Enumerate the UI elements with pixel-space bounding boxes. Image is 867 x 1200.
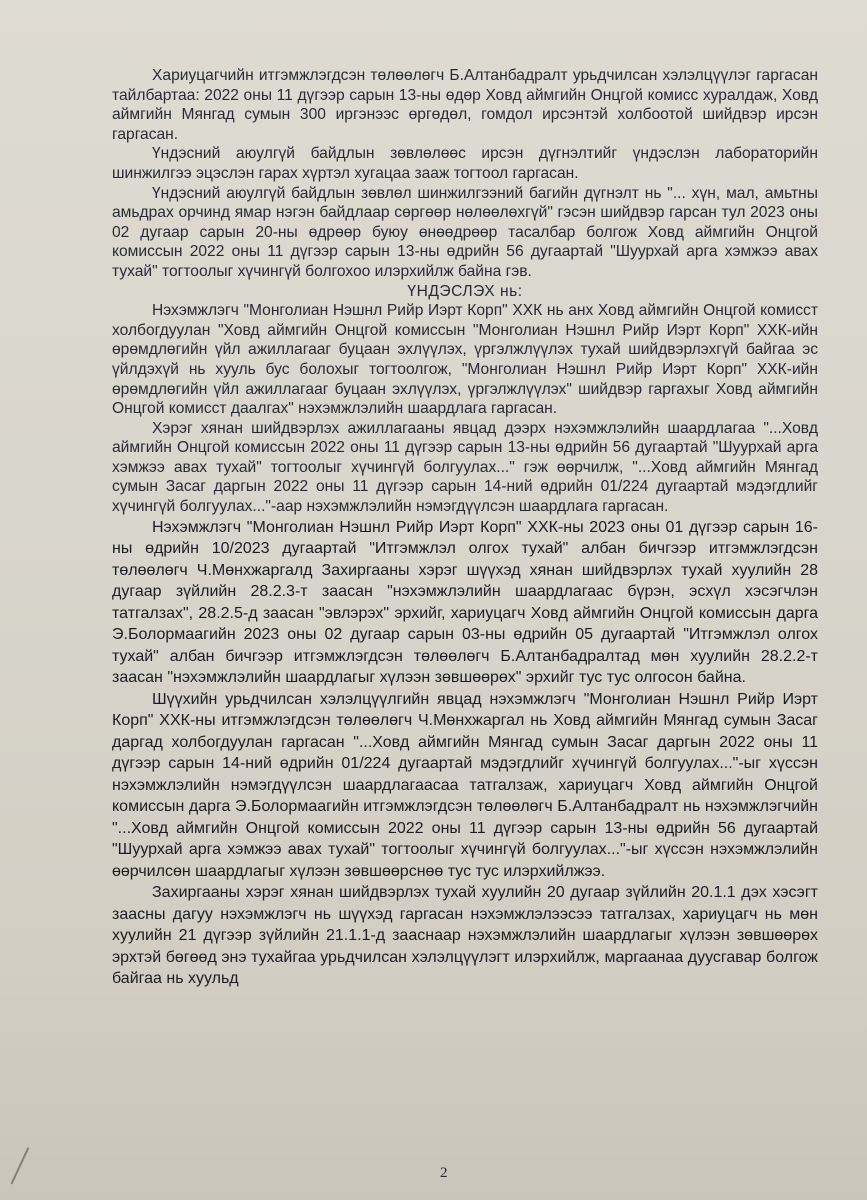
paragraph-legal-basis: Захиргааны хэрэг хянан шийдвэрлэх тухай хуулийн 20 дугаар зүйлийн 20.1.1 дэх хэсэгт заасны дагуу нэхэмжлэгч нь шүүхэд гаргасан нэхэмжлэлээсээ татгалзах, хариуцагч нь мөн хуулийн 21 дүгээр зүйлийн 21.1.1-д зааснаар нэхэмжлэлийн шаардлагыг хүлээн зөвшөөрөх эрхтэй бөгөөд энэ тухайгаа урьдчилсан хэлэлцүүлэгт илэрхийлж, маргаанаа дуусгавар болгож байгаа нь хуульд (112, 884, 818, 988)
pen-mark (11, 1147, 48, 1193)
paragraph-respondent-explanation: Хариуцагчийн итгэмжлэгдсэн төлөөлөгч Б.Алтанбадралт урьдчилсан хэлэлцүүлэг гаргасан тайлбартаа: 2022 оны 11 дүгээр сарын 13-ны өдөр Ховд аймгийн Онцгой комисс хуралдаж, Ховд аймгийн Мянгад сумын 300 иргэнээс өргөдөл, гомдол ирсэнтэй холбоотой шийдвэр ирсэн гаргасан. (112, 67, 818, 143)
paragraph-initial-claim: Нэхэмжлэгч "Монголиан Нэшнл Рийр Иэрт Корп" ХХК нь анх Ховд аймгийн Онцгой комисст холбогдуулан "Ховд аймгийн Онцгой комиссын "Монголиан Нэшнл Рийр Иэрт Корп" ХХК-ийн өрөмдлөгийн үйл ажиллагааг буцаан эхлүүлэх, үргэлжлүүлэх тухай шийдвэрлэхгүй байгаа эс үйлдэхүй нь хууль бус болохыг тогтоолгож, "Монголиан Нэшнл Рийр Иэрт Корп" ХХК-ийн өрөмдлөгийн үйл ажиллагааг буцаан эхлүүлэх, үргэлжлүүлэх" шийдвэр гаргахыг Ховд аймгийн Онцгой комисст даалгах" нэхэмжлэлийн шаардлага гаргасан. (112, 302, 818, 418)
paragraph-preliminary-hearing: Шүүхийн урьдчилсан хэлэлцүүлгийн явцад нэхэмжлэгч "Монголиан Нэшнл Рийр Иэрт Корп" ХХК-ны итгэмжлэгдсэн төлөөлөгч Ч.Мөнхжаргал нь Ховд аймгийн Мянгад сумын Засаг даргад холбогдуулан гаргасан "...Ховд аймгийн Мянгад сумын Засаг даргын 2022 оны 11 дүгээр сарын 14-ний өдрийн 01/224 дугаартай мэдэгдлийг хүчингүй болгуулах..."-ыг хүссэн нэхэмжлэлийн нэмэгдүүлсэн шаардлагаасаа татгалзаж, хариуцагч Ховд аймгийн Онцгой комиссын дарга Э.Болормаагийн итгэмжлэгдсэн төлөөлөгч Б.Алтанбадралт нь нэхэмжлэгчийн "...Ховд аймгийн Онцгой комиссын 2022 оны 11 дүгээр сарын 13-ны өдрийн 56 дугаартай "Шуурхай арга хэмжээ авах тухай" тогтоолыг хүчингүй болгуулах..."-ыг хүссэн нэхэмжлэлийн өөрчилсөн шаардлагыг хүлээн зөвшөөрснөө тус тус илэрхийлжээ. (112, 690, 818, 880)
section-heading: ҮНДЭСЛЭХ нь: (407, 282, 523, 300)
page-number: 2 (440, 1165, 448, 1181)
document-body (112, 66, 818, 990)
paragraph-expert-conclusion: Үндэсний аюулгүй байдлын зөвлөл шинжилгээний багийн дүгнэлт нь "... хүн, мал, амьтны амьдрах орчинд ямар нэгэн байдлаар сөргөөр нөлөөлөхгүй" гэсэн шийдвэр гарсан тул 2023 оны 02 дугаар сарын 20-ны өдрөөр буюу өнөөдрөөр тасалбар болгож Ховд аймгийн Онцгой комиссын 2022 оны 11 дүгээр сарын 13-ны өдрийн 56 дугаартай "Шуурхай арга хэмжээ авах тухай" тогтоолыг хүчингүй болгохоо илэрхийлж байна гэв. (112, 184, 818, 280)
paragraph-amended-claim: Хэрэг хянан шийдвэрлэх ажиллагааны явцад дээрх нэхэмжлэлийн шаардлагаа "...Ховд аймгийн Онцгой комиссын 2022 оны 11 дүгээр сарын 13-ны өдрийн 56 дугаартай "Шуурхай арга хэмжээ авах тухай" тогтоолыг хүчингүй болгуулах..." гэж өөрчилж, "...Ховд аймгийн Мянгад сумын Засаг даргын 2022 оны 11 дүгээр сарын 14-ний өдрийн 01/224 дугаартай мэдэгдлийг хүчингүй болгуулах..."-аар нэхэмжлэлийн нэмэгдүүлсэн шаардлага гаргасан. (112, 419, 818, 516)
paragraph-security-council: Үндэсний аюулгүй байдлын зөвлөлөөс ирсэн дүгнэлтийг үндэслэн лабораторийн шинжилгээ эцэслэн гарах хүртэл хугацаа зааж тогтоол гаргасан. (112, 145, 818, 182)
paragraph-power-of-attorney: Нэхэмжлэгч "Монголиан Нэшнл Рийр Иэрт Корп" ХХК-ны 2023 оны 01 дүгээр сарын 16-ны өдрийн 10/2023 дугаартай "Итгэмжлэл олгох тухай" албан бичгээр итгэмжлэгдсэн төлөөлөгч Ч.Мөнхжаргалд Захиргааны хэрэг шүүхэд хянан шийдвэрлэх тухай хуулийн 28 дугаар зүйлийн 28.2.3-т заасан "нэхэмжлэлийн шаардлагаас бүрэн, эсхүл хэсэгчлэн татгалзах", 28.2.5-д заасан "эвлэрэх" эрхийг, хариуцагч Ховд аймгийн Онцгой комиссын дарга Э.Болормаагийн 2023 оны 02 дугаар сарын 03-ны өдрийн 05 дугаартай "Итгэмжлэл олгох тухай" албан бичгээр итгэмжлэгдсэн төлөөлөгч Б.Алтанбадралтад мөн хуулийн 28.2.2-т заасан "нэхэмжлэлийн шаардлагыг хүлээн зөвшөөрөх" эрхийг тус тус олгосон байна. (112, 518, 818, 687)
